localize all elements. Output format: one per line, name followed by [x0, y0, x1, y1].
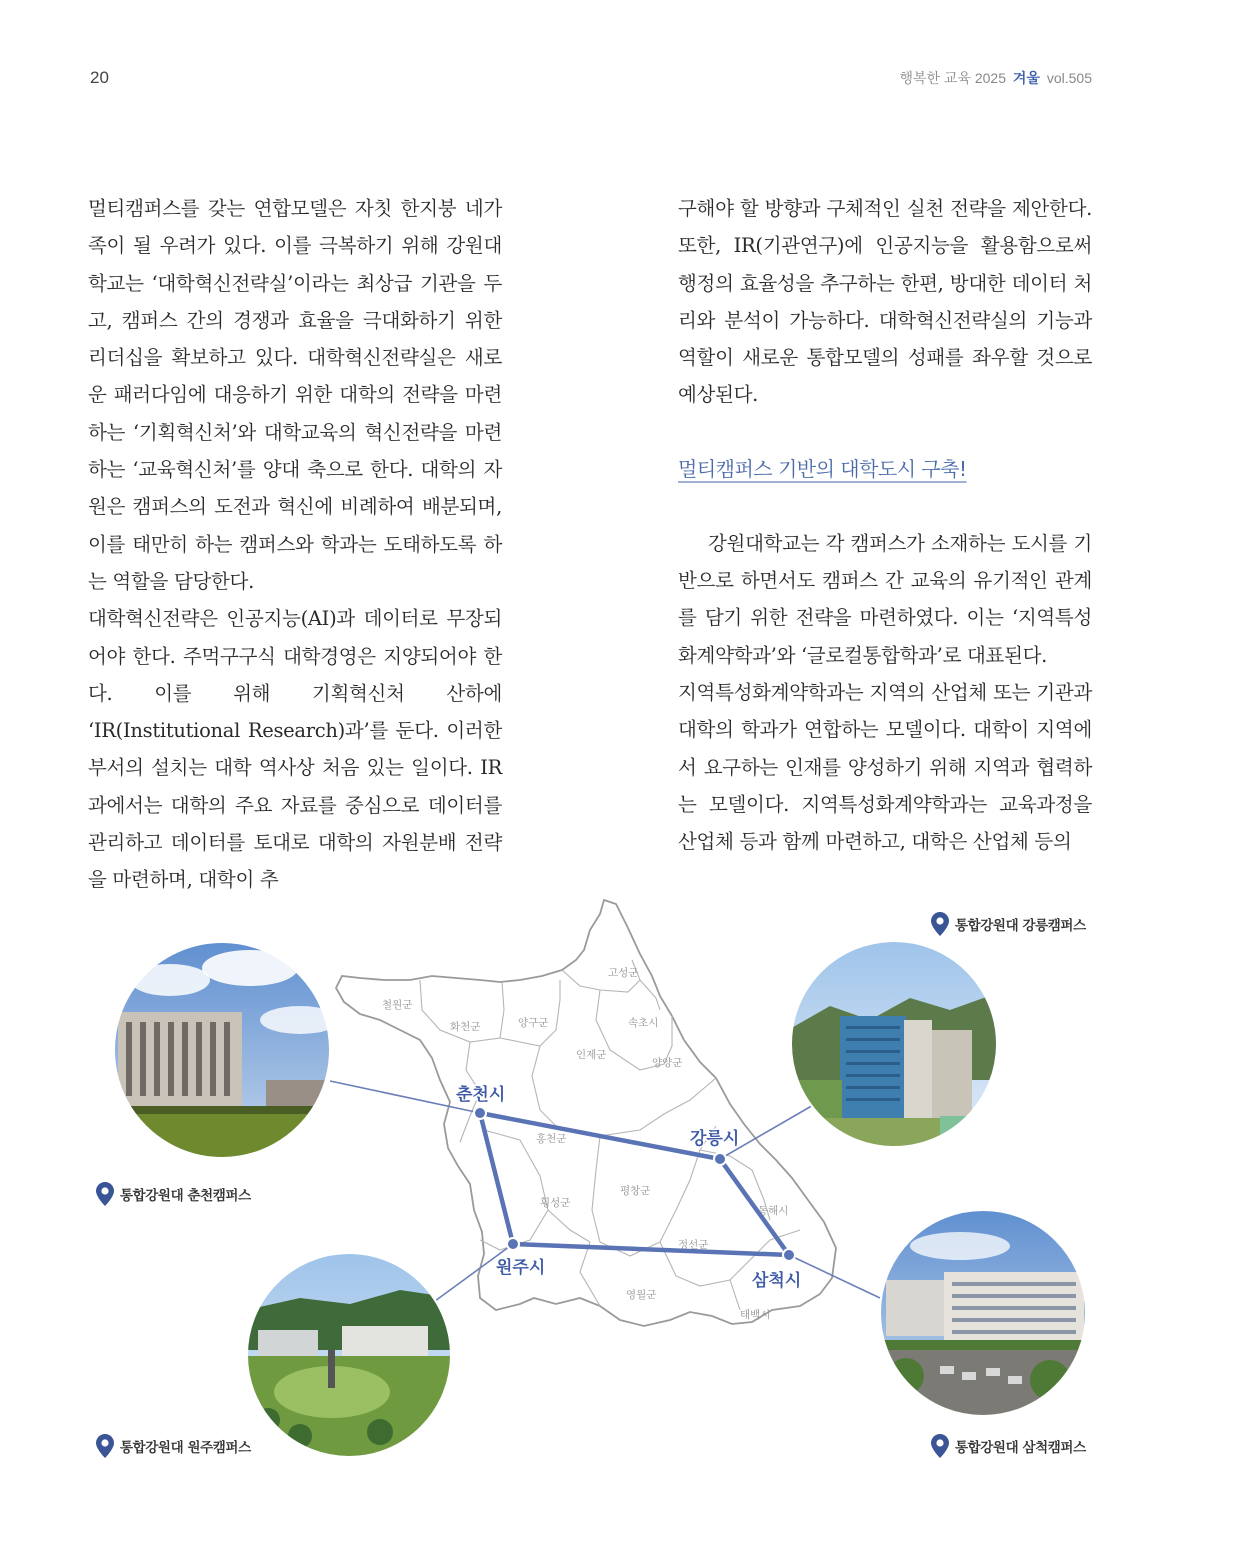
paragraph: 구해야 할 방향과 구체적인 실천 전략을 제안한다. 또한, IR(기관연구)에 인공지능을 활용함으로써 행정의 효율성을 추구하는 한편, 방대한 데이터 처리와 분석이 가능하다. 대학혁신전략실의 기능과 역할이 새로운 통합모델의 성패를 좌우할 것으로 예상된다.	[678, 197, 1092, 407]
chuncheon-marker	[474, 1107, 486, 1119]
paragraph: 멀티캠퍼스를 갖는 연합모델은 자칫 한지붕 네가족이 될 우려가 있다. 이를 극복하기 위해 강원대학교는 ‘대학혁신전략실’이라는 최상급 기관을 두고, 캠퍼스 간의 경쟁과 효율을 극대화하기 위한 리더십을 확보하고 있다. 대학혁신전략실은 새로운 패러다임에 대응하기 위한 대학의 전략을 마련하는 ‘기획혁신처’와 대학교육의 혁신전략을 마련하는 ‘교육혁신처’를 양대 축으로 한다. 대학의 자원은 캠퍼스의 도전과 혁신에 비례하여 배분되며, 이를 태만히 하는 캠퍼스와 학과는 도태하도록 하는 역할을 담당한다.	[88, 197, 502, 593]
gangneung-marker	[714, 1153, 726, 1165]
paragraph: 대학혁신전략은 인공지능(AI)과 데이터로 무장되어야 한다. 주먹구구식 대학경영은 지양되어야 한다. 이를 위해 기획혁신처 산하에 ‘IR(Institutional Research)과’를 둔다. 이러한 부서의 설치는 대학 역사상 처음 있는 일이다. IR과에서는 대학의 주요 자료를 중심으로 데이터를 관리하고 데이터를 토대로 대학의 자원분배 전략을 마련하며, 대학이 추	[88, 607, 502, 892]
campus-label-text: 통합강원대 원주캠퍼스	[120, 1440, 251, 1456]
chuncheon-campus-label	[96, 1182, 251, 1206]
wonju-campus-label	[96, 1434, 251, 1458]
paragraph: 지역특성화계약학과는 지역의 산업체 또는 기관과 대학의 학과가 연합하는 모델이다. 대학이 지역에서 요구하는 인재를 양성하기 위해 지역과 협력하는 모델이다. 지역특성화계약학과는 교육과정을 산업체 등과 함께 마련하고, 대학은 산업체 등의	[678, 680, 1092, 854]
city-label-wonju: 원주시	[496, 1258, 546, 1278]
county-label: 정선군	[678, 1239, 709, 1251]
gangneung-campus-label	[931, 912, 1086, 936]
gangneung-campus-photo	[788, 938, 1000, 1150]
campus-label-text: 통합강원대 춘천캠퍼스	[120, 1188, 251, 1204]
county-label: 화천군	[450, 1021, 481, 1033]
right-column	[678, 190, 1092, 860]
magazine-title: 행복한 교육 2025	[899, 70, 1006, 86]
county-label: 평창군	[620, 1185, 651, 1197]
location-pin-icon	[931, 912, 949, 936]
county-label: 양구군	[518, 1017, 549, 1029]
county-label: 철원군	[382, 999, 413, 1011]
left-column	[88, 190, 502, 899]
samcheok-campus-label	[931, 1434, 1086, 1458]
province-outline	[336, 900, 836, 1326]
county-label: 인제군	[576, 1049, 607, 1061]
county-label: 속초시	[628, 1017, 659, 1029]
county-label: 영월군	[626, 1289, 657, 1301]
volume-label: vol.505	[1046, 70, 1092, 86]
section-heading: 멀티캠퍼스 기반의 대학도시 구축!	[678, 456, 967, 481]
county-label: 동해시	[758, 1205, 789, 1217]
campus-label-text: 통합강원대 강릉캠퍼스	[955, 918, 1086, 934]
running-header	[899, 68, 1092, 88]
samcheok-marker	[783, 1249, 795, 1261]
city-label-chuncheon: 춘천시	[456, 1085, 506, 1105]
city-label-samcheok: 삼척시	[752, 1271, 802, 1291]
county-label: 횡성군	[540, 1197, 571, 1209]
location-pin-icon	[96, 1434, 114, 1458]
wonju-marker	[507, 1238, 519, 1250]
county-label: 양양군	[652, 1057, 683, 1069]
paragraph: 강원대학교는 각 캠퍼스가 소재하는 도시를 기반으로 하면서도 캠퍼스 간 교육의 유기적인 관계를 담기 위한 전략을 마련하였다. 이는 ‘지역특성화계약학과’와 ‘글로컬통합학과’로 대표된다.	[678, 531, 1092, 667]
campus-label-text: 통합강원대 삼척캠퍼스	[955, 1440, 1086, 1456]
location-pin-icon	[931, 1434, 949, 1458]
location-pin-icon	[96, 1182, 114, 1206]
season-label: 겨울	[1012, 70, 1040, 86]
page-number: 20	[90, 68, 109, 87]
county-label: 고성군	[608, 967, 639, 979]
city-label-gangneung: 강릉시	[690, 1129, 740, 1149]
county-label: 홍천군	[536, 1133, 567, 1145]
county-label: 태백시	[740, 1309, 771, 1321]
